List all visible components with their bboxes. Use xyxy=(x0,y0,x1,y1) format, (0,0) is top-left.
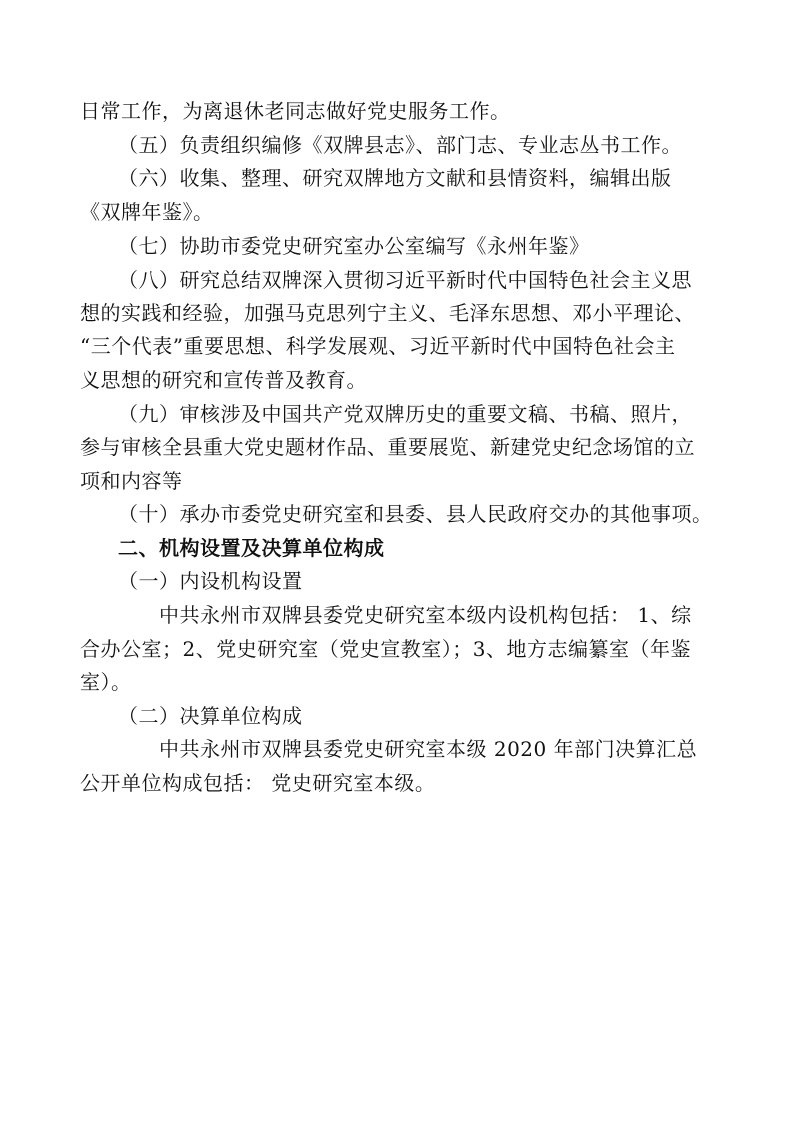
text-line: 中共永州市双牌县委党史研究室本级 2020 年部门决算汇总 xyxy=(159,737,698,761)
text-line: 合办公室；2、党史研究室（党史宣教室）；3、地方志编纂室（年鉴 xyxy=(80,637,691,661)
text-line: 义思想的研究和宣传普及教育。 xyxy=(80,368,367,392)
text-line: （六）收集、整理、研究双牌地方文献和县情资料，编辑出版 xyxy=(118,166,672,190)
text-line: （八）研究总结双牌深入贯彻习近平新时代中国特色社会主义思 xyxy=(118,268,692,292)
text-line: （十）承办市委党史研究室和县委、县人民政府交办的其他事项。 xyxy=(118,502,713,526)
text-line: “三个代表”重要思想、科学发展观、习近平新时代中国特色社会主 xyxy=(80,334,676,358)
text-line: 公开单位构成包括： 党史研究室本级。 xyxy=(80,771,436,795)
text-line: 日常工作，为离退休老同志做好党史服务工作。 xyxy=(80,99,511,123)
text-line: 参与审核全县重大党史题材作品、重要展览、新建党史纪念场馆的立 xyxy=(80,435,695,459)
text-line: （七）协助市委党史研究室办公室编写《永州年鉴》 xyxy=(118,234,590,258)
text-line: 室）。 xyxy=(80,670,132,694)
text-line: 想的实践和经验，加强马克思列宁主义、毛泽东思想、邓小平理论、 xyxy=(80,301,695,325)
section-heading: 二、机构设置及决算单位构成 xyxy=(118,536,385,560)
text-line: 项和内容等 xyxy=(80,469,183,493)
text-line: 《双牌年鉴》。 xyxy=(80,200,214,224)
subsection-heading: （一）内设机构设置 xyxy=(118,569,303,593)
subsection-heading: （二）决算单位构成 xyxy=(118,704,303,728)
text-line: 中共永州市双牌县委党史研究室本级内设机构包括： 1、综 xyxy=(159,603,692,627)
text-line: （九）审核涉及中国共产党双牌历史的重要文稿、书稿、照片， xyxy=(118,402,692,426)
text-line: （五）负责组织编修《双牌县志》、部门志、专业志丛书工作。 xyxy=(118,133,682,157)
